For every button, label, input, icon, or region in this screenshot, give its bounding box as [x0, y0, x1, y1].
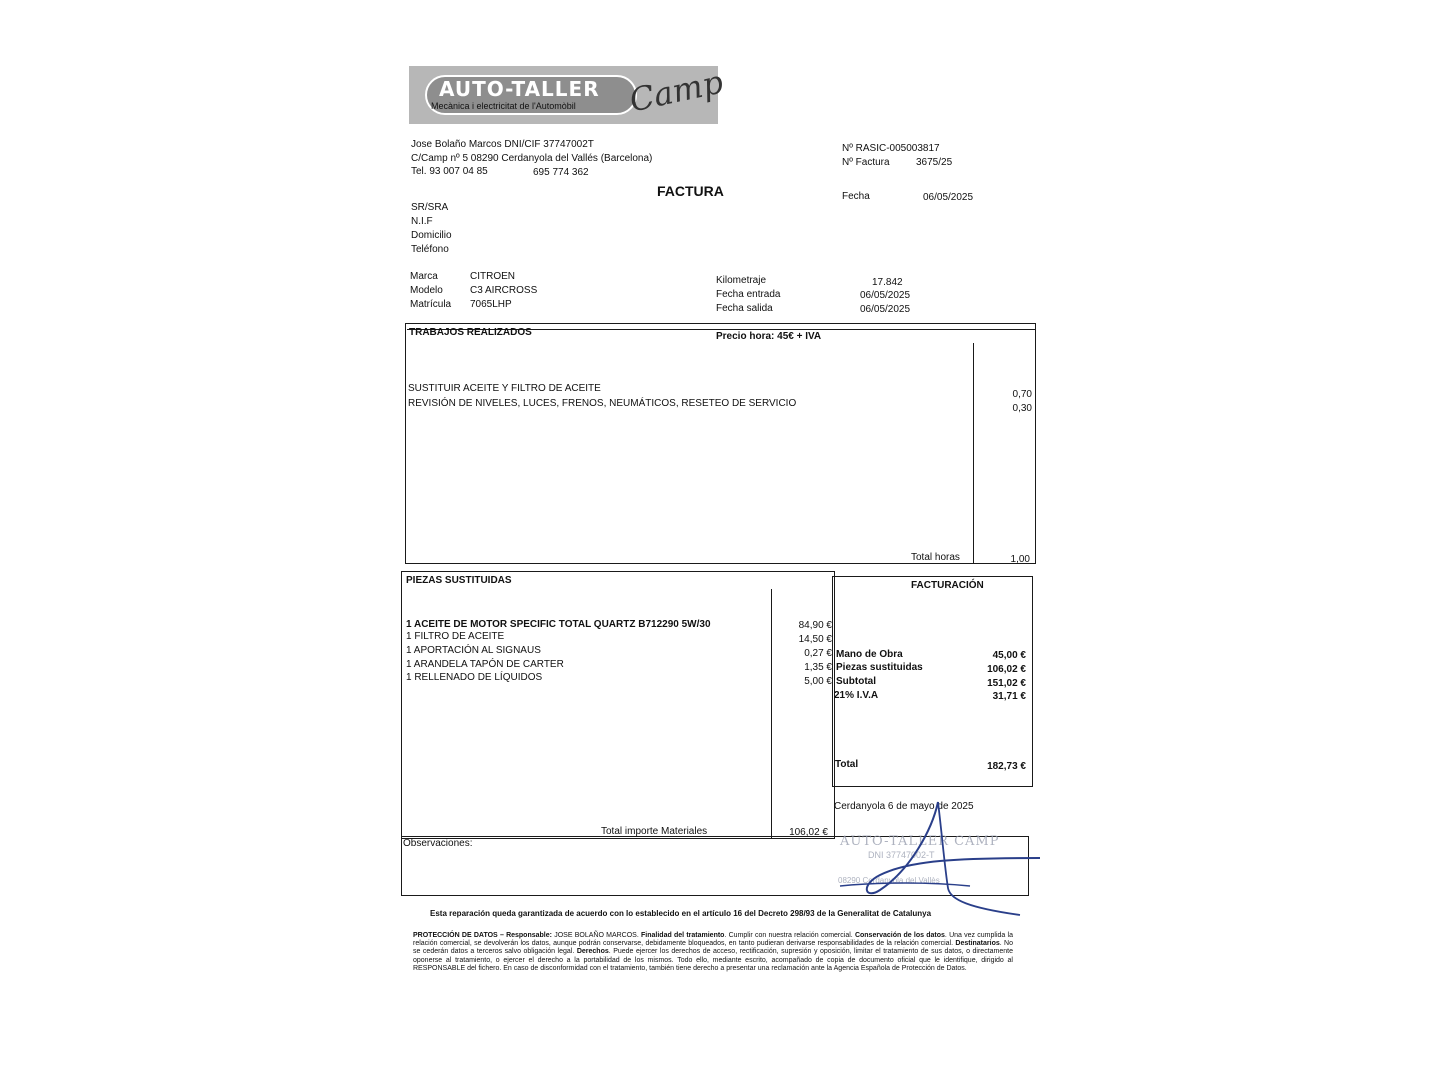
legal-text: . Cumplir con nuestra relación comercial. — [724, 932, 855, 939]
billing-total-label: Total — [835, 759, 859, 770]
legal-heading: Destinatarios — [955, 940, 1000, 948]
logo-main-text: AUTO-TALLER — [439, 77, 600, 101]
document-title: FACTURA — [657, 183, 724, 199]
work-item-hours: 0,70 — [1012, 389, 1032, 400]
billing-row-value: 151,02 € — [987, 678, 1026, 689]
parts-total-label: Total importe Materiales — [601, 826, 708, 837]
billing-row-value: 45,00 € — [992, 650, 1026, 661]
part-item-desc: 1 ARANDELA TAPÓN DE CARTER — [406, 659, 564, 670]
part-item-desc: 1 ACEITE DE MOTOR SPECIFIC TOTAL QUARTZ B712290 5W/30 — [406, 619, 711, 630]
work-hours-divider — [973, 343, 974, 564]
issuer-mobile: 695 774 362 — [533, 167, 589, 178]
observations-label: Observaciones: — [403, 838, 473, 849]
stamp-id: DNI 37747002-T — [868, 850, 935, 860]
invoice-date: 06/05/2025 — [923, 192, 974, 203]
part-item-price: 84,90 € — [798, 620, 832, 631]
part-item-desc: 1 FILTRO DE ACEITE — [406, 631, 505, 642]
issuer-name-line: Jose Bolaño Marcos DNI/CIF 37747002T — [411, 139, 594, 150]
billing-row-label: Piezas sustituidas — [836, 662, 923, 673]
work-section-box — [405, 323, 1036, 564]
work-item-desc: REVISIÓN DE NIVELES, LUCES, FRENOS, NEUMÁTICOS, RESETEO DE SERVICIO — [408, 398, 797, 409]
legal-heading: Conservación de los datos — [854, 932, 945, 939]
billing-title: FACTURACIÓN — [911, 580, 984, 591]
invoice-number: 3675/25 — [916, 157, 953, 168]
work-item-desc: SUSTITUIR ACEITE Y FILTRO DE ACEITE — [408, 383, 601, 394]
issuer-address-line: C/Camp nº 5 08290 Cerdanyola del Vallés (Barcelona) — [411, 153, 653, 164]
exit-date: 06/05/2025 — [860, 304, 911, 315]
work-section-title: TRABAJOS REALIZADOS — [409, 327, 532, 338]
part-item-desc: 1 APORTACIÓN AL SIGNAUS — [406, 645, 541, 656]
work-item-hours: 0,30 — [1012, 403, 1032, 414]
issuer-phone: Tel. 93 007 04 85 — [411, 166, 488, 177]
vehicle-plate-label: Matrícula — [410, 299, 452, 310]
vehicle-brand: CITROEN — [470, 271, 515, 282]
mileage-label: Kilometraje — [716, 275, 767, 286]
parts-section-title: PIEZAS SUSTITUIDAS — [406, 575, 512, 586]
part-item-price: 14,50 € — [798, 634, 832, 645]
parts-section-box — [401, 571, 835, 839]
part-item-price: 5,00 € — [804, 676, 832, 687]
invoice-number-label: Nº Factura — [842, 157, 890, 168]
company-logo — [409, 62, 727, 124]
client-label-address: Domicilio — [411, 230, 452, 241]
exit-date-label: Fecha salida — [716, 303, 773, 314]
legal-heading: Finalidad del tratamiento — [641, 932, 725, 939]
client-label-name: SR/SRA — [411, 202, 449, 213]
invoice-date-label: Fecha — [842, 191, 870, 202]
vehicle-model: C3 AIRCROSS — [470, 285, 538, 296]
parts-total-value: 106,02 € — [789, 827, 828, 838]
billing-row-value: 106,02 € — [987, 664, 1026, 675]
part-item-price: 1,35 € — [804, 662, 832, 673]
legal-heading: Derechos — [576, 948, 609, 956]
billing-row-label: 21% I.V.A — [834, 690, 879, 701]
part-item-desc: 1 RELLENADO DE LÍQUIDOS — [406, 672, 543, 683]
place-date: Cerdanyola 6 de mayo de 2025 — [834, 801, 974, 812]
total-hours-label: Total horas — [911, 552, 960, 563]
logo-subtitle: Mecànica i electricitat de l'Automòbil — [431, 101, 576, 111]
vehicle-model-label: Modelo — [410, 285, 443, 296]
rasic-number: Nº RASIC-005003817 — [842, 143, 940, 154]
hourly-rate: Precio hora: 45€ + IVA — [716, 331, 822, 342]
legal-text: . Una vez cumplida la relación comercial, se devolverán los datos, aunque podrán conservarse, debidamente bloqueados, en tanto pudieran derivarse responsabilidades de la relación comercial. — [413, 932, 1013, 948]
mileage-value: 17.842 — [872, 277, 903, 288]
stamp-name: AUTO-TALLER CAMP — [840, 834, 1000, 849]
part-item-price: 0,27 € — [804, 648, 832, 659]
entry-date-label: Fecha entrada — [716, 289, 781, 300]
legal-heading: PROTECCIÓN DE DATOS – Responsable: — [413, 932, 552, 939]
vehicle-brand-label: Marca — [410, 271, 438, 282]
vehicle-plate: 7065LHP — [470, 299, 512, 310]
client-label-phone: Teléfono — [411, 244, 449, 255]
billing-row-label: Subtotal — [836, 676, 876, 687]
stamp-address: 08290 Cerdanyola del Vallès — [838, 876, 940, 885]
billing-row-label: Mano de Obra — [836, 649, 903, 660]
legal-text: . Puede ejercer los derechos de acceso, rectificación, supresión y oposición, limitar el tratamiento de sus datos, o directamente oponerse al tratamiento, o ejercer el derecho a la portabilidad de los mismos. Todo ello, mediante escrito, acompañado de copia de documento oficial que le identifique, dirigido al RESPONSABLE del fichero. En caso de disconformidad con el tratamiento, también tiene derecho a presentar una reclamación ante la Agencia Española de Protección de Datos. — [413, 948, 1013, 972]
legal-text: . No se cederán datos a terceros salvo obligación legal. — [413, 940, 1013, 956]
entry-date: 06/05/2025 — [860, 290, 911, 301]
guarantee-note: Esta reparación queda garantizada de acuerdo con lo establecido en el artículo 16 del Decreto 298/93 de la Generalitat de Catalunya — [430, 909, 932, 918]
total-hours-value: 1,00 — [1010, 554, 1030, 565]
billing-row-value: 31,71 € — [992, 691, 1026, 702]
billing-total-value: 182,73 € — [987, 761, 1026, 772]
data-protection-notice — [413, 932, 1013, 973]
logo-script-text: Camp — [626, 62, 727, 120]
client-label-nif: N.I.F — [411, 216, 433, 227]
legal-text: JOSE BOLAÑO MARCOS. — [551, 932, 642, 939]
